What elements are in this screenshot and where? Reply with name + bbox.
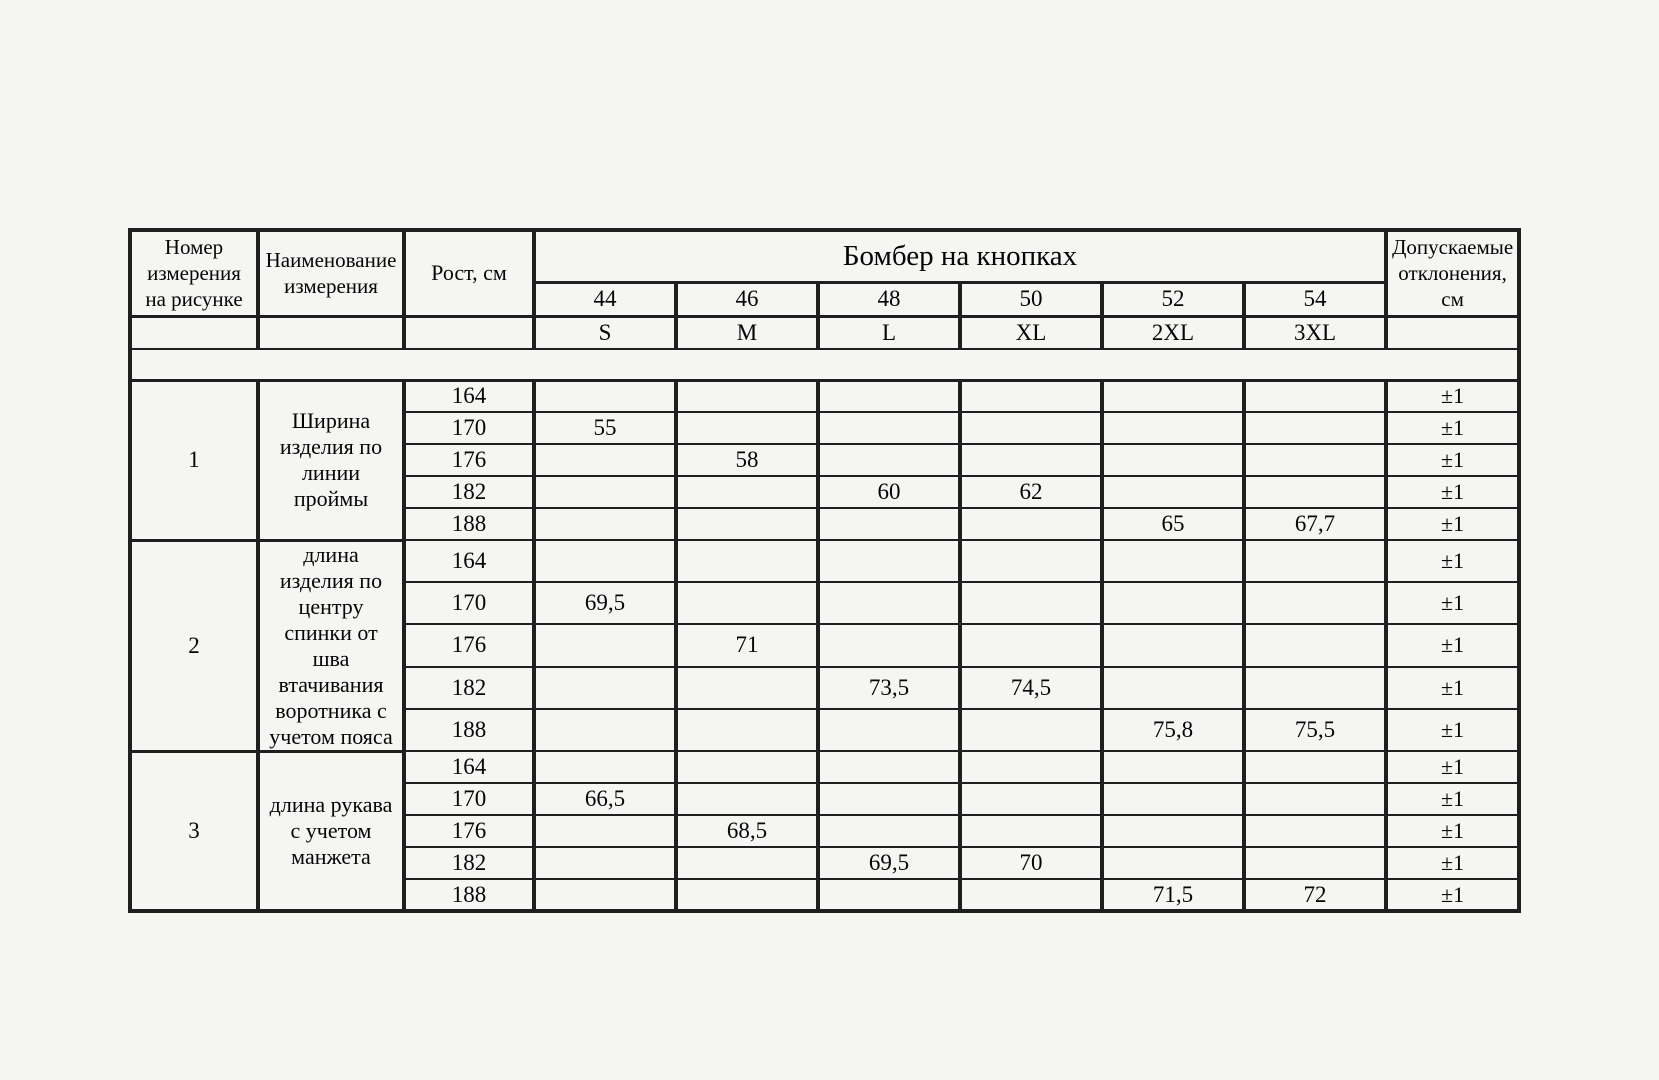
size-number: 48 xyxy=(818,282,960,316)
measurement-value xyxy=(534,540,676,582)
measurement-value xyxy=(1244,582,1386,624)
tolerance-value: ±1 xyxy=(1386,709,1519,751)
tolerance-value: ±1 xyxy=(1386,582,1519,624)
measurement-value xyxy=(818,582,960,624)
group-name: длина изделия по центру спинки от шва втачивания воротника с учетом пояса xyxy=(258,540,404,751)
measurement-value xyxy=(1244,667,1386,709)
measurement-value xyxy=(1244,540,1386,582)
measurement-value xyxy=(1102,751,1244,783)
height-value: 170 xyxy=(404,582,534,624)
measurement-value: 55 xyxy=(534,412,676,444)
tolerance-value: ±1 xyxy=(1386,380,1519,412)
tolerance-value: ±1 xyxy=(1386,751,1519,783)
measurement-value xyxy=(960,540,1102,582)
empty-cell xyxy=(1386,316,1519,349)
size-letter: XL xyxy=(960,316,1102,349)
group-number: 1 xyxy=(130,380,258,540)
measurement-value xyxy=(676,380,818,412)
tolerance-value: ±1 xyxy=(1386,667,1519,709)
measurement-value xyxy=(960,508,1102,540)
height-value: 188 xyxy=(404,879,534,911)
height-value: 164 xyxy=(404,540,534,582)
measurement-value xyxy=(960,815,1102,847)
header-measure-name: Наименование измерения xyxy=(258,230,404,316)
measurement-value: 75,8 xyxy=(1102,709,1244,751)
height-value: 164 xyxy=(404,751,534,783)
measurement-value xyxy=(676,476,818,508)
measurement-value: 66,5 xyxy=(534,783,676,815)
measurement-value xyxy=(1244,783,1386,815)
measurement-value xyxy=(1244,380,1386,412)
measurement-value xyxy=(1244,751,1386,783)
size-number: 50 xyxy=(960,282,1102,316)
measurement-value xyxy=(818,412,960,444)
measurement-value xyxy=(1102,667,1244,709)
measurement-value xyxy=(1244,847,1386,879)
header-height: Рост, см xyxy=(404,230,534,316)
measurement-value: 70 xyxy=(960,847,1102,879)
empty-cell xyxy=(258,316,404,349)
height-value: 176 xyxy=(404,624,534,666)
measurement-value xyxy=(534,444,676,476)
tolerance-value: ±1 xyxy=(1386,783,1519,815)
tolerance-value: ±1 xyxy=(1386,412,1519,444)
tolerance-value: ±1 xyxy=(1386,444,1519,476)
measurement-value xyxy=(960,783,1102,815)
size-letter: L xyxy=(818,316,960,349)
measurement-value: 68,5 xyxy=(676,815,818,847)
empty-cell xyxy=(404,316,534,349)
measurement-value xyxy=(534,624,676,666)
measurement-value xyxy=(1102,624,1244,666)
spacer-row xyxy=(130,349,1519,380)
measurement-value xyxy=(818,540,960,582)
measurement-value xyxy=(1102,783,1244,815)
tolerance-value: ±1 xyxy=(1386,476,1519,508)
height-value: 176 xyxy=(404,444,534,476)
measurement-value xyxy=(818,380,960,412)
measurement-value: 62 xyxy=(960,476,1102,508)
group-name: Ширина изделия по линии проймы xyxy=(258,380,404,540)
height-value: 170 xyxy=(404,412,534,444)
measurement-value xyxy=(1102,412,1244,444)
measurement-value xyxy=(676,582,818,624)
measurement-value: 71 xyxy=(676,624,818,666)
size-number: 52 xyxy=(1102,282,1244,316)
height-value: 182 xyxy=(404,847,534,879)
height-value: 182 xyxy=(404,476,534,508)
measurement-value xyxy=(676,667,818,709)
product-title: Бомбер на кнопках xyxy=(534,230,1386,282)
size-chart-table xyxy=(128,228,1521,913)
measurement-value: 72 xyxy=(1244,879,1386,911)
height-value: 188 xyxy=(404,508,534,540)
measurement-value xyxy=(1102,476,1244,508)
measurement-value xyxy=(676,412,818,444)
height-value: 182 xyxy=(404,667,534,709)
size-letter: S xyxy=(534,316,676,349)
measurement-value xyxy=(534,476,676,508)
size-number: 44 xyxy=(534,282,676,316)
group-name: длина рукава с учетом манжета xyxy=(258,751,404,911)
measurement-value xyxy=(960,444,1102,476)
data-row xyxy=(130,380,1519,412)
measurement-value: 69,5 xyxy=(534,582,676,624)
measurement-value xyxy=(676,783,818,815)
measurement-value xyxy=(960,412,1102,444)
measurement-value xyxy=(960,879,1102,911)
measurement-value: 73,5 xyxy=(818,667,960,709)
height-value: 170 xyxy=(404,783,534,815)
header-measure-number: Номер измерения на рисунке xyxy=(130,230,258,316)
measurement-value xyxy=(534,751,676,783)
measurement-value xyxy=(1102,380,1244,412)
measurement-value xyxy=(534,815,676,847)
measurement-value xyxy=(1102,582,1244,624)
measurement-value xyxy=(534,709,676,751)
group-number: 2 xyxy=(130,540,258,751)
measurement-value xyxy=(534,879,676,911)
empty-cell xyxy=(130,316,258,349)
tolerance-value: ±1 xyxy=(1386,540,1519,582)
size-letter: M xyxy=(676,316,818,349)
measurement-value xyxy=(676,709,818,751)
measurement-value xyxy=(534,847,676,879)
measurement-value xyxy=(1244,444,1386,476)
measurement-value xyxy=(818,879,960,911)
measurement-value: 75,5 xyxy=(1244,709,1386,751)
height-value: 176 xyxy=(404,815,534,847)
measurement-value xyxy=(1244,624,1386,666)
measurement-value xyxy=(960,582,1102,624)
measurement-value: 69,5 xyxy=(818,847,960,879)
measurement-value xyxy=(818,709,960,751)
size-letter: 2XL xyxy=(1102,316,1244,349)
measurement-value xyxy=(1102,540,1244,582)
height-value: 188 xyxy=(404,709,534,751)
data-row xyxy=(130,751,1519,783)
tolerance-value: ±1 xyxy=(1386,815,1519,847)
tolerance-value: ±1 xyxy=(1386,847,1519,879)
measurement-value xyxy=(960,380,1102,412)
measurement-value xyxy=(1102,847,1244,879)
table-body xyxy=(130,380,1519,911)
measurement-value xyxy=(676,847,818,879)
measurement-value: 71,5 xyxy=(1102,879,1244,911)
header-tolerance: Допускаемые отклонения, см xyxy=(1386,230,1519,316)
measurement-value: 58 xyxy=(676,444,818,476)
measurement-value xyxy=(818,508,960,540)
measurement-value xyxy=(1244,476,1386,508)
measurement-value xyxy=(1244,412,1386,444)
header-row-letters xyxy=(130,316,1519,349)
header-row-title xyxy=(130,230,1519,282)
measurement-value xyxy=(960,709,1102,751)
measurement-value xyxy=(534,667,676,709)
size-number: 46 xyxy=(676,282,818,316)
measurement-value xyxy=(676,540,818,582)
size-letter: 3XL xyxy=(1244,316,1386,349)
measurement-value xyxy=(960,751,1102,783)
measurement-value xyxy=(676,879,818,911)
tolerance-value: ±1 xyxy=(1386,624,1519,666)
measurement-value: 74,5 xyxy=(960,667,1102,709)
tolerance-value: ±1 xyxy=(1386,508,1519,540)
measurement-value xyxy=(534,380,676,412)
measurement-value xyxy=(818,444,960,476)
measurement-value xyxy=(1244,815,1386,847)
measurement-value: 60 xyxy=(818,476,960,508)
measurement-value xyxy=(1102,815,1244,847)
measurement-value xyxy=(818,815,960,847)
measurement-value xyxy=(818,624,960,666)
group-number: 3 xyxy=(130,751,258,911)
size-number: 54 xyxy=(1244,282,1386,316)
measurement-value xyxy=(676,508,818,540)
measurement-value xyxy=(960,624,1102,666)
measurement-value xyxy=(1102,444,1244,476)
data-row xyxy=(130,540,1519,582)
spacer-cell xyxy=(130,349,1519,380)
measurement-value xyxy=(818,751,960,783)
measurement-value xyxy=(534,508,676,540)
height-value: 164 xyxy=(404,380,534,412)
measurement-value xyxy=(676,751,818,783)
measurement-value xyxy=(818,783,960,815)
measurement-value: 67,7 xyxy=(1244,508,1386,540)
measurement-value: 65 xyxy=(1102,508,1244,540)
tolerance-value: ±1 xyxy=(1386,879,1519,911)
